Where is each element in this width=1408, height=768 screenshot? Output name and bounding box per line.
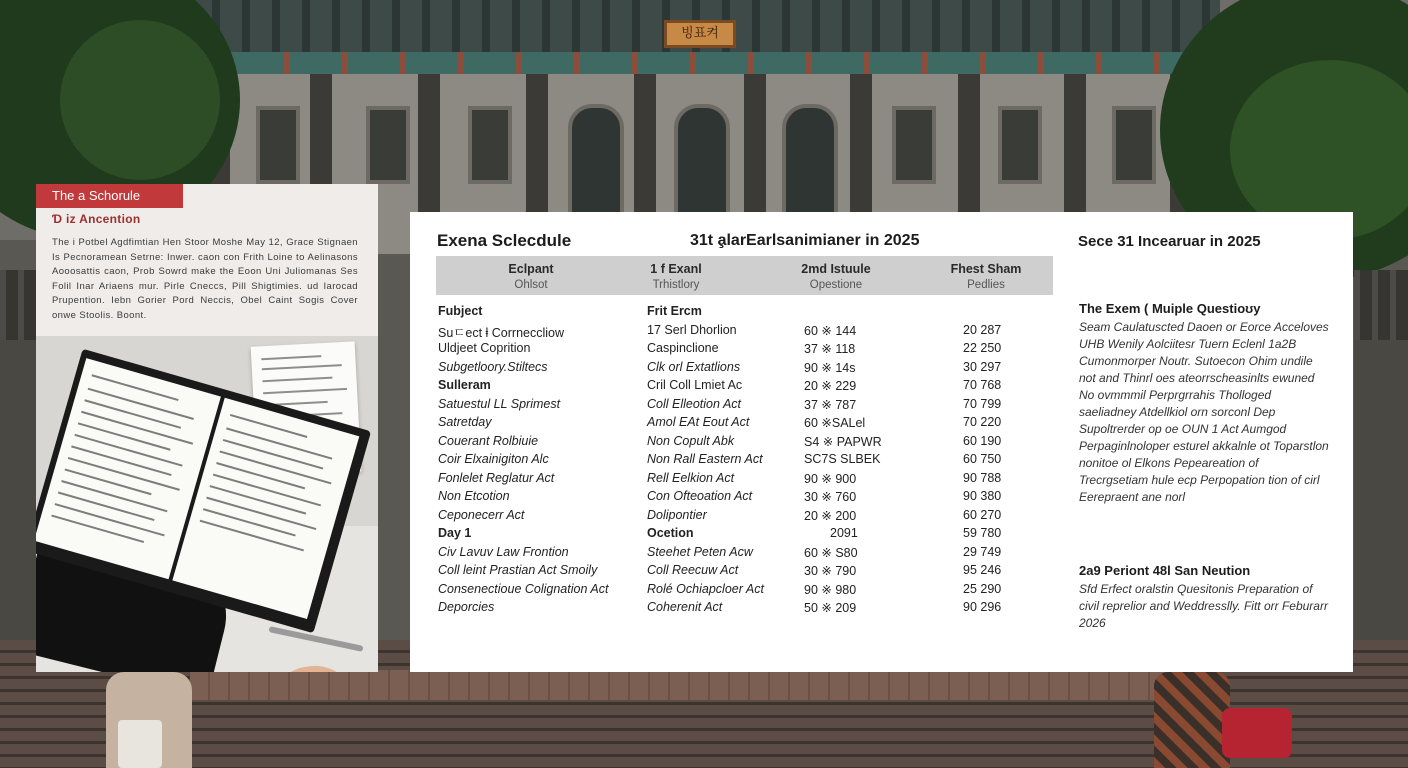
window: [1112, 106, 1156, 184]
cell-subject: Non Etcotion: [438, 489, 510, 503]
cell-second: 50 ※ 209: [804, 601, 857, 615]
cell-first-exam: Steehet Peten Acw: [647, 544, 753, 559]
column-header: [776, 261, 896, 293]
cell-subject: Subgetloory.Stiltecs: [438, 359, 548, 374]
cell-second: 37 ※ 787: [804, 397, 857, 412]
table-row: [438, 378, 1038, 397]
table-row: [438, 415, 1038, 434]
table-row: [438, 545, 1038, 564]
column-header-title: 1 f Exanl: [650, 262, 702, 276]
cell-score: 20 287: [963, 322, 1002, 337]
table-row: [438, 526, 1038, 545]
cell-score: 70 220: [963, 415, 1002, 429]
window: [256, 106, 300, 184]
card-subtitle: Ɗ iz Anᴄention: [52, 212, 141, 226]
tree: [60, 20, 220, 180]
cell-subject: Deporcies: [438, 600, 495, 614]
cell-score: 70 768: [963, 378, 1002, 392]
table-row: [438, 508, 1038, 527]
cell-second: S4 ※ PAPWR: [804, 434, 882, 449]
info-card: [36, 184, 378, 672]
column-header-sub: Ohlsot: [514, 279, 548, 291]
cell-first-exam: Clk orl Extatlions: [647, 359, 741, 374]
page-title: Exena Sclecdule: [437, 231, 572, 250]
window: [892, 106, 936, 184]
cell-subject: Fubject: [438, 304, 483, 318]
cell-second: 90 ※ 14s: [804, 360, 856, 375]
table-row: [438, 323, 1038, 342]
stone-wall: [0, 340, 40, 640]
cell-first-exam: Amol EAt Eout Act: [647, 415, 750, 429]
cell-first-exam: Non Copult Abk: [647, 433, 735, 448]
cell-first-exam: Frit Ercm: [647, 304, 702, 318]
column-header-sub: Opestione: [809, 279, 863, 291]
window: [366, 106, 410, 184]
cell-subject: Day 1: [438, 526, 472, 540]
cell-score: 29 749: [963, 544, 1002, 559]
cell-subject: Suㄷect ⱡ Corrneccliow: [438, 325, 565, 340]
cell-first-exam: Dolipontier: [647, 507, 707, 522]
card-body-text: The i Potbel Agdfimtian Hen Stoor Moshe May 12, Grace Stignaen Is Pecnoramean Setrne: Inwer. caon con Frith Loine to Aelinasons Aooosattis caon, Prob Sowrd make the Eoon Uni Juliomanas Ses Folil Inar Ariaens mur. Pirle Cneccs, Pill Shigtimies. ud Iarocad Prupention. Iebn Gorier Pord Neccis, Obel Caint Sogis Cover onwe Stoolis. Boont.: [52, 237, 358, 321]
cell-second: 20 ※ 200: [804, 508, 857, 523]
cell-second: 20 ※ 229: [804, 379, 857, 393]
cell-subject: Coir Elxainigiton Alc: [438, 452, 549, 466]
column-header-title: Eclpant: [508, 262, 554, 276]
cell-score: 90 380: [963, 489, 1002, 503]
table-header: [436, 256, 1053, 295]
table-row: [438, 304, 1038, 323]
cell-first-exam: Ocetion: [647, 526, 694, 540]
cell-subject: Couerant Rolbiuie: [438, 433, 539, 448]
side-note-heading: 2a9 Periont 48l San Neution: [1079, 563, 1251, 578]
cell-second: 90 ※ 980: [804, 582, 857, 597]
cell-score: 60 190: [963, 433, 1002, 448]
table-row: [438, 471, 1038, 490]
cell-score: 59 780: [963, 526, 1002, 540]
cell-score: 90 788: [963, 470, 1002, 485]
arched-door: [674, 104, 730, 220]
cell-score: 90 296: [963, 600, 1002, 614]
painted-eave: [200, 52, 1210, 74]
cell-subject: Satuestul LL Sprimest: [438, 396, 561, 411]
cell-subject: Uldjeet Coprition: [438, 341, 531, 355]
side-heading: Sece 31 Incearuar in 2025: [1078, 233, 1261, 250]
cell-second: 2091: [830, 526, 858, 540]
cell-subject: Satretday: [438, 415, 492, 429]
table-row: [438, 582, 1038, 601]
cell-second: 37 ※ 118: [804, 342, 856, 356]
side-note: [1079, 563, 1329, 632]
card-tag: The a Schorule: [36, 184, 183, 208]
table-row: [438, 452, 1038, 471]
cell-first-exam: Non Rall Eastern Act: [647, 452, 763, 466]
table-row: [438, 434, 1038, 453]
cell-first-exam: Con Ofteoation Act: [647, 489, 753, 503]
stone-wall: [1354, 340, 1408, 640]
cell-subject: Fonlelet Reglatur Act: [438, 470, 555, 485]
column-header: [611, 261, 741, 293]
cell-first-exam: Caspinclione: [647, 341, 719, 355]
railing: [0, 270, 40, 340]
cell-first-exam: Rolé Ochiapcloer Act: [647, 581, 764, 596]
table-row: [438, 489, 1038, 508]
cell-second: SC7S SLBEK: [804, 452, 881, 466]
cell-subject: Civ Lavuv Law Frontion: [438, 544, 569, 559]
cell-second: 30 ※ 760: [804, 490, 857, 504]
column-header-title: Fhest Sham: [950, 262, 1022, 276]
table-row: [438, 341, 1038, 360]
railing: [1354, 270, 1408, 340]
column-header: [921, 261, 1051, 293]
window: [998, 106, 1042, 184]
cell-second: 90 ※ 900: [804, 471, 857, 486]
side-note-heading: The Exem ( Muiple Questioʊy: [1079, 301, 1261, 316]
brick-plaza: [190, 670, 1190, 700]
cell-subject: Ceponecerr Act: [438, 507, 525, 522]
cell-first-exam: 17 Serl Dhorlion: [647, 322, 737, 337]
table-row: [438, 600, 1038, 619]
arched-door: [568, 104, 624, 220]
window: [468, 106, 512, 184]
column-header: [481, 261, 581, 293]
cell-second: 60 ※SALel: [804, 416, 866, 430]
cell-first-exam: Coll Elleotion Act: [647, 396, 742, 411]
table-row: [438, 397, 1038, 416]
red-bag: [1222, 708, 1292, 758]
side-note-body: Seam Caulatuscted Daoen or Eorce Acceloves UHB Wenily Aolciitesr Tuern Eclenl 1a2B Cumonmorper Noutr. Sutoecon Ohim undile not and Thinrl oes ateorrscheasinlts ewuned No ovmmmil Perprgrrahis Tholloged saeliadney Atdellkiol orn sorconl Dep Supoltrerder op oe OUN 1 Act Aumgod Perpaginlnoloper esturel akkalnle ot Toparstlon nonitoe ol Elkons Pepeareation of Trecrgsetiam hule ecp Perpopation tion of cirl Eerepraent ane norl: [1079, 320, 1329, 504]
table-row: [438, 360, 1038, 379]
cell-first-exam: Coherenit Act: [647, 600, 723, 614]
building-plaque: 빙표켜: [664, 20, 736, 48]
side-note: [1079, 301, 1329, 506]
cell-score: 22 250: [963, 341, 1002, 355]
column-header-sub: Pedlies: [967, 279, 1005, 291]
cell-first-exam: Cril Coll Lmiet Ac: [647, 378, 743, 392]
arched-door: [782, 104, 838, 220]
cell-subject: Consenectioue Colignation Act: [438, 581, 609, 596]
tote-bag: [118, 720, 162, 768]
cell-score: 70 799: [963, 396, 1002, 411]
column-header-title: 2md Istuule: [801, 262, 871, 276]
study-photo: [36, 336, 378, 672]
cell-second: 60 ※ S80: [804, 545, 858, 560]
cell-second: 30 ※ 790: [804, 564, 857, 578]
exam-schedule-panel: [410, 212, 1353, 672]
table-row: [438, 563, 1038, 582]
cell-score: 95 246: [963, 563, 1002, 577]
cell-first-exam: Rell Eelkion Act: [647, 470, 735, 485]
cell-second: 60 ※ 144: [804, 323, 857, 338]
cell-subject: Coll leint Prastian Act Smoily: [438, 563, 598, 577]
cell-score: 60 270: [963, 507, 1002, 522]
person-right: [1154, 672, 1230, 768]
cell-first-exam: Coll Reecuw Act: [647, 563, 739, 577]
cell-subject: Sulleram: [438, 378, 491, 392]
side-note-body: Sfd Erfect oralstin Quesitonis Preparation of civil reprelior and Weddresslly. Fitt orr Feburarr 2026: [1079, 582, 1328, 630]
schedule-heading: 31t a̧larEarlsanimianer in 2025: [690, 232, 920, 249]
column-header-sub: Trhistlory: [652, 279, 700, 291]
cell-score: 25 290: [963, 581, 1002, 596]
cell-score: 60 750: [963, 452, 1002, 466]
cell-score: 30 297: [963, 359, 1002, 374]
